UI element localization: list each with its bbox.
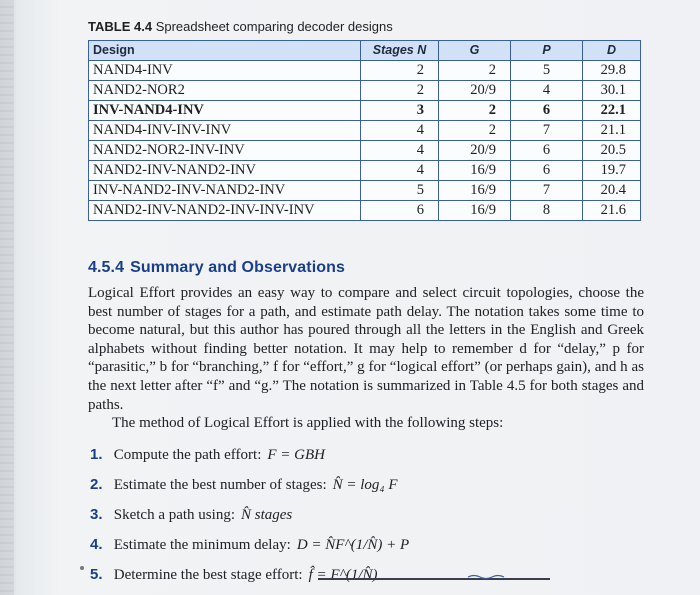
header-design: Design xyxy=(89,41,361,61)
cell-design: INV-NAND4-INV xyxy=(89,101,361,121)
step-item xyxy=(90,470,409,500)
section-title: Summary and Observations xyxy=(130,259,346,276)
table-row xyxy=(89,121,641,141)
step-text: Estimate the best number of stages: xyxy=(113,477,327,493)
header-p: P xyxy=(511,41,583,61)
cell-stages: 5 xyxy=(361,181,439,201)
cell-d: 20.5 xyxy=(583,141,641,161)
table-row xyxy=(89,181,641,201)
cell-d: 21.1 xyxy=(583,121,641,141)
step-formula: N̂ = log₄ F xyxy=(332,477,398,493)
cell-design: NAND2-INV-NAND2-INV xyxy=(89,161,361,181)
cell-p: 5 xyxy=(511,61,583,81)
cell-p: 6 xyxy=(511,101,583,121)
step-formula: D = N̂F^(1/N̂) + P xyxy=(296,537,410,553)
margin-dot xyxy=(80,566,84,570)
cell-p: 7 xyxy=(511,121,583,141)
pen-scribble xyxy=(318,573,550,583)
table-caption-text: Spreadsheet comparing decoder designs xyxy=(155,19,393,34)
step-item xyxy=(90,440,409,470)
cell-p: 6 xyxy=(511,141,583,161)
cell-p: 7 xyxy=(511,181,583,201)
cell-stages: 4 xyxy=(361,161,439,181)
cell-d: 22.1 xyxy=(583,101,641,121)
cell-p: 4 xyxy=(511,81,583,101)
step-text: Compute the path effort: xyxy=(113,447,262,463)
summary-paragraph: Logical Effort provides an easy way to compare and select circuit topologies, choose the best number of stages for a path, and estimate path delay. The notation takes some time to become natural, but this author has poured through all the letters in the English and Greek alphabets without finding better notation. It may help to remember d for “delay,” p for “parasitic,” b for “branching,” f for “effort,” g for “logical effort” (or perhaps gain), and h as the next letter after “f” and “g.” The notation is summarized in Table 4.5 for both stages and paths. xyxy=(88,285,644,413)
step-number: 5. xyxy=(90,566,103,583)
header-g: G xyxy=(439,41,511,61)
cell-g: 2 xyxy=(439,101,511,121)
cell-g: 2 xyxy=(439,61,511,81)
cell-p: 6 xyxy=(511,161,583,181)
cell-stages: 4 xyxy=(361,121,439,141)
step-number: 3. xyxy=(90,506,103,523)
cell-d: 29.8 xyxy=(583,61,641,81)
cell-stages: 2 xyxy=(361,81,439,101)
cell-g: 20/9 xyxy=(439,81,511,101)
table-row xyxy=(89,161,641,181)
steps-intro: The method of Logical Effort is applied with the following steps: xyxy=(112,415,504,431)
step-number: 2. xyxy=(90,476,103,493)
cell-design: NAND4-INV xyxy=(89,61,361,81)
cell-g: 16/9 xyxy=(439,181,511,201)
step-formula: f̂ = F^(1/N̂) xyxy=(308,567,378,583)
table-header-row xyxy=(89,41,641,61)
cell-stages: 4 xyxy=(361,141,439,161)
step-text: Determine the best stage effort: xyxy=(113,567,303,583)
step-number: 4. xyxy=(90,536,103,553)
section-heading xyxy=(88,259,345,277)
cell-stages: 2 xyxy=(361,61,439,81)
cell-design: INV-NAND2-INV-NAND2-INV xyxy=(89,181,361,201)
header-stages: Stages N xyxy=(361,41,439,61)
cell-p: 8 xyxy=(511,201,583,221)
decoder-table xyxy=(88,40,641,221)
step-formula: F = GBH xyxy=(267,447,325,463)
cell-design: NAND2-NOR2-INV-INV xyxy=(89,141,361,161)
cell-stages: 3 xyxy=(361,101,439,121)
page-binding xyxy=(0,0,14,595)
section-number: 4.5.4 xyxy=(88,259,125,276)
table-row xyxy=(89,61,641,81)
table-row xyxy=(89,101,641,121)
table-row xyxy=(89,201,641,221)
step-formula: N̂ stages xyxy=(240,507,293,523)
step-item xyxy=(90,530,409,560)
cell-d: 21.6 xyxy=(583,201,641,221)
cell-design: NAND2-INV-NAND2-INV-INV-INV xyxy=(89,201,361,221)
step-number: 1. xyxy=(90,446,103,463)
steps-list xyxy=(90,440,409,590)
step-item xyxy=(90,500,409,530)
step-text: Estimate the minimum delay: xyxy=(113,537,291,553)
cell-stages: 6 xyxy=(361,201,439,221)
cell-g: 16/9 xyxy=(439,201,511,221)
header-d: D xyxy=(583,41,641,61)
cell-g: 2 xyxy=(439,121,511,141)
cell-design: NAND4-INV-INV-INV xyxy=(89,121,361,141)
cell-g: 16/9 xyxy=(439,161,511,181)
cell-d: 30.1 xyxy=(583,81,641,101)
table-caption xyxy=(88,19,393,34)
table-row xyxy=(89,81,641,101)
table-row xyxy=(89,141,641,161)
cell-d: 20.4 xyxy=(583,181,641,201)
cell-d: 19.7 xyxy=(583,161,641,181)
table-caption-label: TABLE 4.4 xyxy=(88,19,153,34)
cell-design: NAND2-NOR2 xyxy=(89,81,361,101)
step-text: Sketch a path using: xyxy=(113,507,235,523)
cell-g: 20/9 xyxy=(439,141,511,161)
